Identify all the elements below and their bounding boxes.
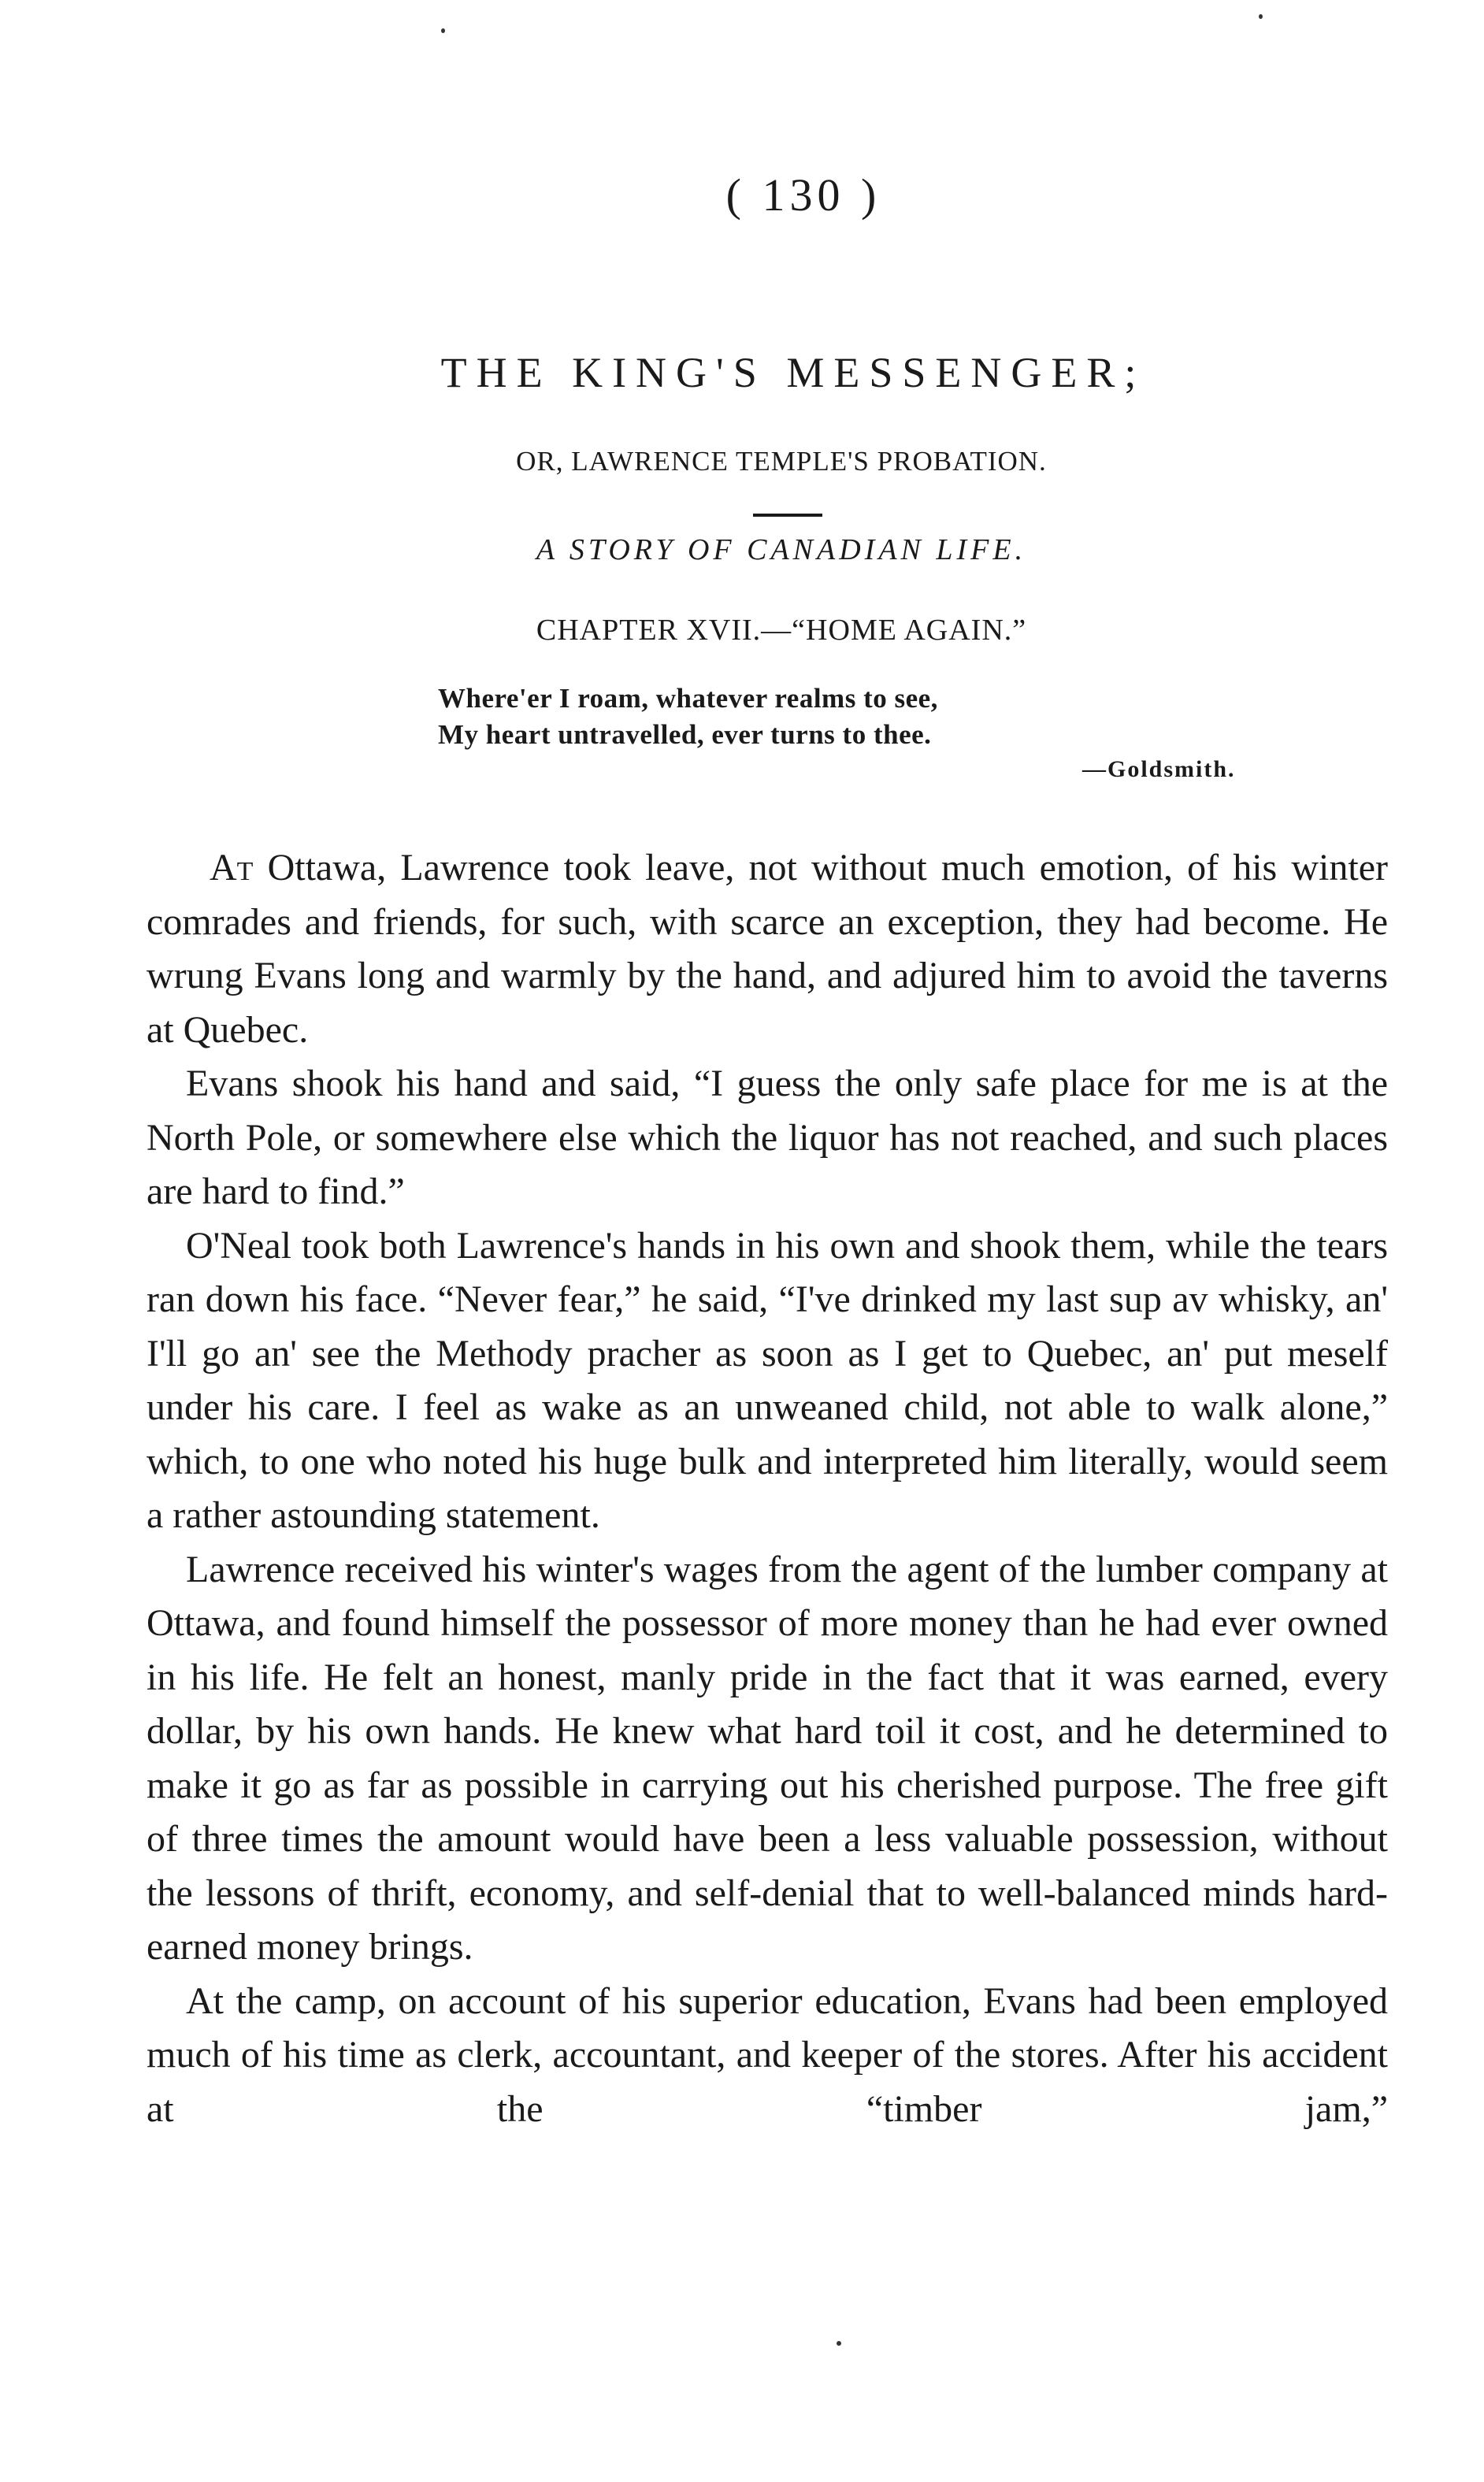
book-title: THE KING'S MESSENGER; (440, 349, 1146, 396)
story-line: A STORY OF CANADIAN LIFE. (536, 533, 1027, 566)
epigraph-attribution: —Goldsmith. (1082, 756, 1236, 782)
chapter-body (147, 841, 1388, 2191)
title-rule (753, 514, 822, 517)
print-speck (837, 2341, 841, 2346)
epigraph-line: My heart untravelled, ever turns to thee. (438, 719, 932, 750)
page-number: ( 130 ) (725, 169, 881, 221)
paragraph-lead: At (210, 847, 254, 889)
print-speck (441, 28, 445, 33)
paragraph: Lawrence received his winter's wages from the agent of the lumber company at Ottawa, and found himself the possessor of more money than he had ever owned in his life. He felt an honest, manly pride in the fact that it was earned, every dollar, by his own hands. He knew what hard toil it cost, and he determined to make it go as far as possible in carrying out his cherished purpose. The free gift of three times the amount would have been a less valuable possession, without the lessons of thrift, economy, and self-denial that to well-balanced minds hard-earned money brings. (147, 1548, 1388, 1968)
chapter-heading: CHAPTER XVII.—“HOME AGAIN.” (536, 614, 1027, 647)
paragraph: O'Neal took both Lawrence's hands in his own and shook them, while the tears ran down his face. “Never fear,” he said, “I've drinked my last sup av whisky, an' I'll go an' see the Methody pracher as soon as I get to Quebec, an' put meself under his care. I feel as wake as an unweaned child, not able to walk alone,” which, to one who noted his huge bulk and interpreted him literally, would seem a rather astounding statement. (147, 1224, 1388, 1536)
epigraph (438, 681, 938, 753)
book-subtitle: OR, LAWRENCE TEMPLE'S PROBATION. (516, 446, 1047, 477)
paragraph: At the camp, on account of his superior education, Evans had been employed much of his time as clerk, accountant, and keeper of the stores. After his accident at the “timber jam,” (147, 1979, 1388, 2130)
paragraph (147, 841, 1388, 1057)
epigraph-line: Where'er I roam, whatever realms to see, (438, 683, 938, 714)
paragraph-text: Ottawa, Lawrence took leave, not without much emotion, of his winter comrades and friends, for such, with scarce an exception, they had become. He wrung Evans long and warmly by the hand, and adjured him to avoid the taverns at Quebec. (147, 847, 1388, 1051)
print-speck (1259, 14, 1263, 19)
paragraph: Evans shook his hand and said, “I guess the only safe place for me is at the North Pole, or somewhere else which the liquor has not reached, and such places are hard to find.” (147, 1063, 1388, 1212)
